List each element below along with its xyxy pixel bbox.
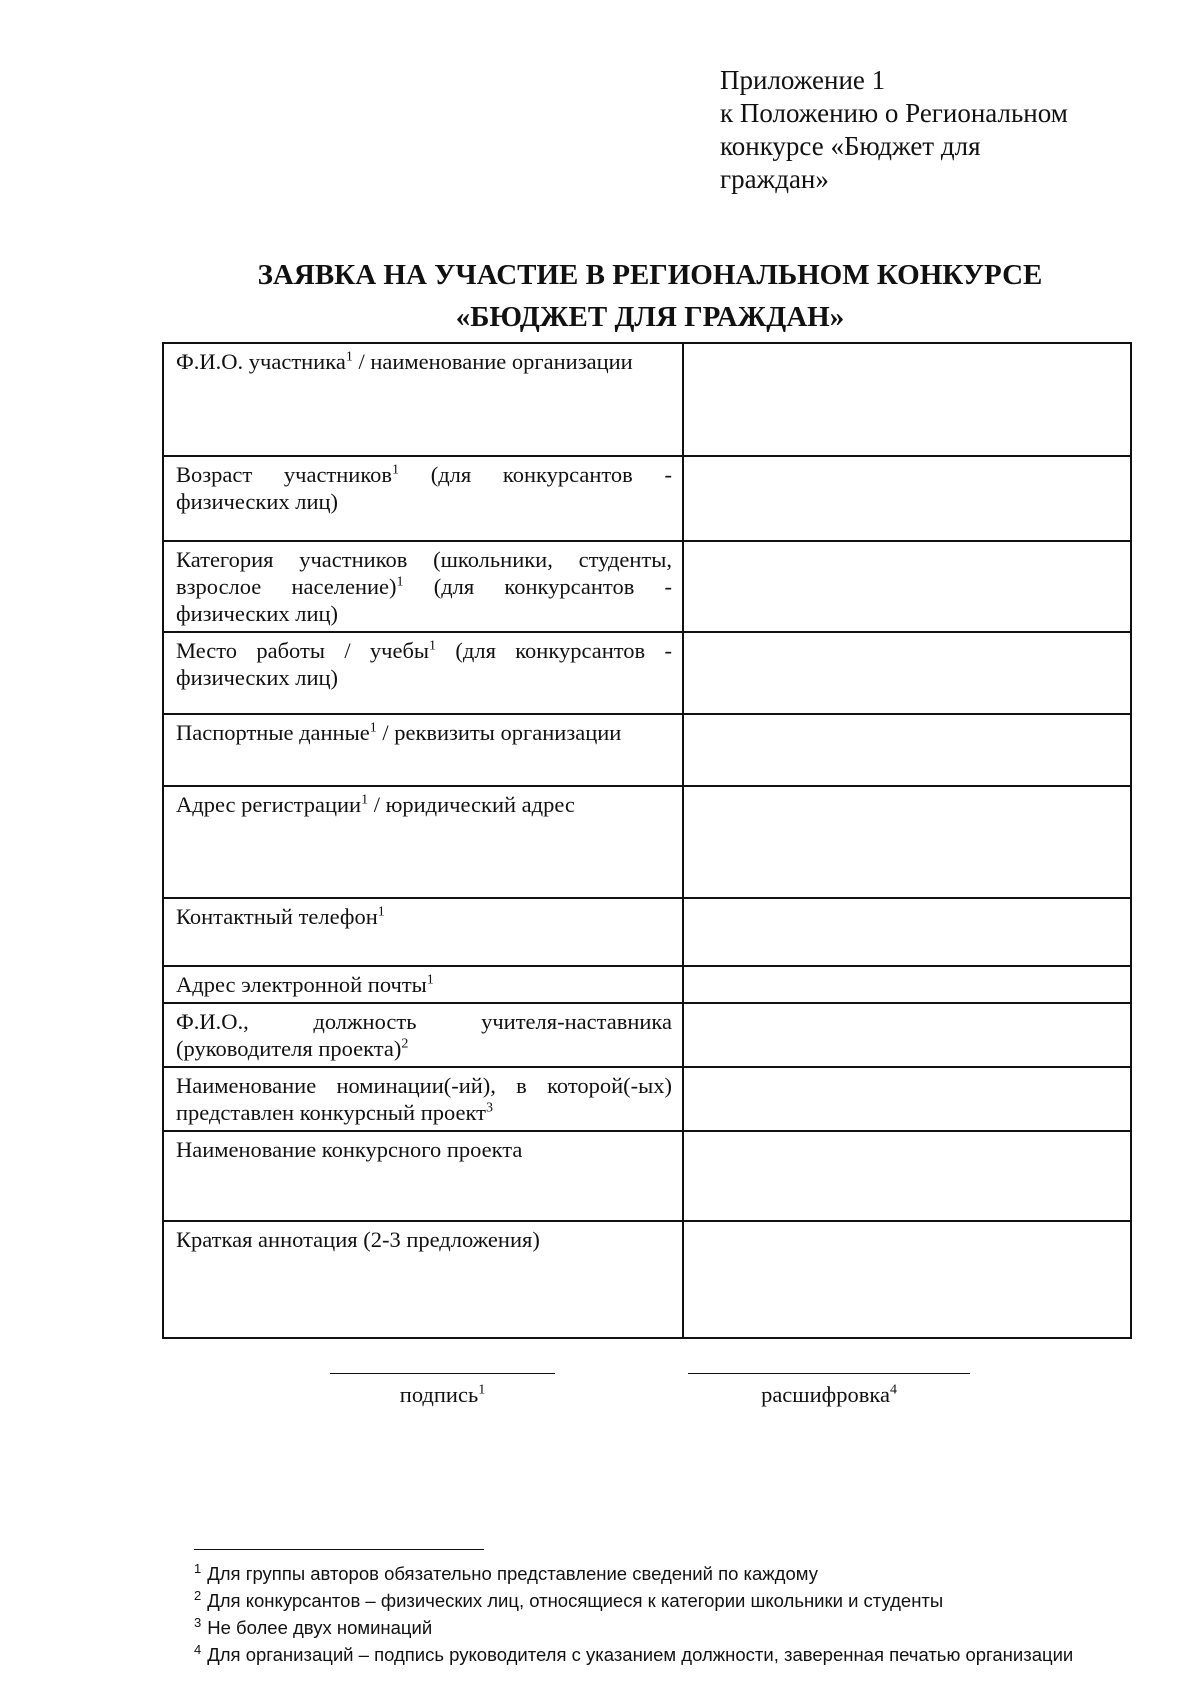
- footnote: $^2$ Для конкурсантов – физических лиц, относящиеся к категории школьники и студенты: [194, 1587, 944, 1611]
- form-row-category: [163, 541, 1131, 632]
- application-form-table: [162, 342, 1132, 1339]
- field-label: Адрес электронной почты$^1$: [163, 966, 683, 1003]
- footnote: $^1$ Для группы авторов обязательно представление сведений по каждому: [194, 1560, 818, 1584]
- footnote: $^3$ Не более двух номинаций: [194, 1614, 433, 1638]
- appendix-header: [720, 64, 1120, 196]
- form-row-name: [163, 343, 1131, 456]
- appendix-line: к Положению о Региональном: [720, 98, 1068, 128]
- decoding-line[interactable]: [688, 1373, 970, 1374]
- form-row-workplace: [163, 632, 1131, 714]
- appendix-line: Приложение 1: [720, 65, 886, 95]
- field-value-cell[interactable]: [683, 1131, 1131, 1221]
- signature-line[interactable]: [330, 1373, 555, 1374]
- footnote: $^4$ Для организаций – подпись руководителя с указанием должности, заверенная печатью организации: [194, 1641, 1074, 1665]
- form-row-nomination: [163, 1067, 1131, 1131]
- field-value-cell[interactable]: [683, 1003, 1131, 1067]
- document-title: [160, 254, 1140, 338]
- field-label: Возраст участников$^1$ (для конкурсантов - физических лиц): [163, 456, 683, 541]
- appendix-line: конкурсе «Бюджет для: [720, 131, 981, 161]
- field-value-cell[interactable]: [683, 1067, 1131, 1131]
- form-row-address: [163, 786, 1131, 898]
- field-label: Наименование конкурсного проекта: [163, 1131, 683, 1221]
- field-value-cell[interactable]: [683, 343, 1131, 456]
- field-value-cell[interactable]: [683, 898, 1131, 966]
- form-row-annotation: [163, 1221, 1131, 1338]
- footnote-separator: [194, 1549, 484, 1550]
- field-value-cell[interactable]: [683, 714, 1131, 786]
- form-row-phone: [163, 898, 1131, 966]
- footnotes: [194, 1560, 1114, 1668]
- field-label: Краткая аннотация (2-3 предложения): [163, 1221, 683, 1338]
- appendix-line: граждан»: [720, 164, 829, 194]
- field-value-cell[interactable]: [683, 541, 1131, 632]
- field-value-cell[interactable]: [683, 966, 1131, 1003]
- form-row-mentor: [163, 1003, 1131, 1067]
- field-label: Ф.И.О. участника$^1$ / наименование организации: [163, 343, 683, 456]
- form-row-age: [163, 456, 1131, 541]
- field-label: Категория участников (школьники, студенты, взрослое население)$^1$ (для конкурсантов - физических лиц): [163, 541, 683, 632]
- signature-label: подпись$^1$: [399, 1382, 486, 1407]
- field-label: Контактный телефон$^1$: [163, 898, 683, 966]
- decoding-label: расшифровка$^4$: [761, 1382, 897, 1407]
- field-value-cell[interactable]: [683, 1221, 1131, 1338]
- field-value-cell[interactable]: [683, 632, 1131, 714]
- field-label: Паспортные данные$^1$ / реквизиты организации: [163, 714, 683, 786]
- title-line-1: ЗАЯВКА НА УЧАСТИЕ В РЕГИОНАЛЬНОМ КОНКУРСЕ: [257, 259, 1043, 291]
- field-label: Место работы / учебы$^1$ (для конкурсантов - физических лиц): [163, 632, 683, 714]
- form-row-passport: [163, 714, 1131, 786]
- field-value-cell[interactable]: [683, 786, 1131, 898]
- field-value-cell[interactable]: [683, 456, 1131, 541]
- field-label: Адрес регистрации$^1$ / юридический адрес: [163, 786, 683, 898]
- field-label: Наименование номинации(-ий), в которой(-ых) представлен конкурсный проект$^3$: [163, 1067, 683, 1131]
- form-row-project-name: [163, 1131, 1131, 1221]
- title-line-2: «БЮДЖЕТ ДЛЯ ГРАЖДАН»: [455, 301, 845, 333]
- form-row-email: [163, 966, 1131, 1003]
- field-label: Ф.И.О., должность учителя-наставника (руководителя проекта)$^2$: [163, 1003, 683, 1067]
